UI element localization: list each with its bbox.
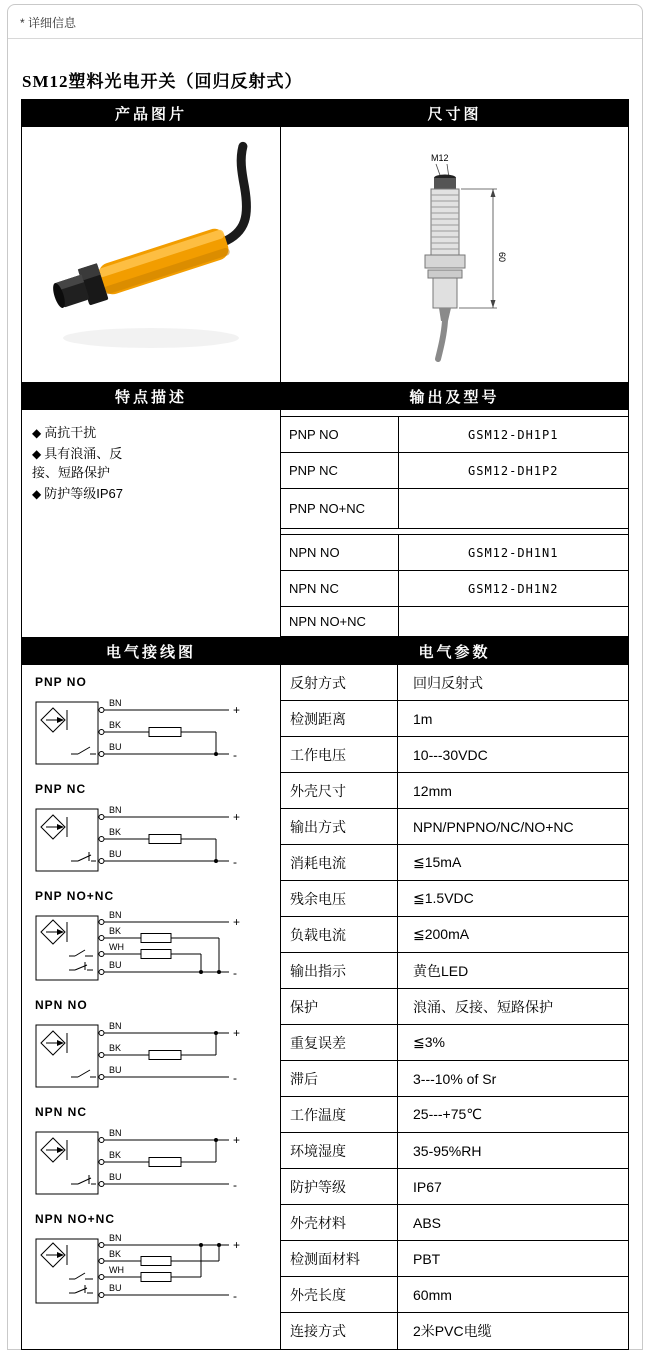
wiring-diagram-drawing: [33, 797, 258, 881]
table-row: [281, 737, 628, 773]
spec-table: [21, 99, 629, 1350]
svg-text:BN: BN: [109, 805, 122, 815]
svg-text:WH: WH: [109, 942, 124, 952]
param-value: ≦15mA: [413, 854, 462, 870]
wiring-diagram-label: PNP NC: [35, 782, 87, 796]
param-value: NPN/PNPNO/NC/NO+NC: [413, 818, 574, 835]
feature-text: 防护等级IP67: [44, 485, 123, 501]
wiring-diagram-pnp-no: [33, 675, 280, 774]
table-row: [281, 535, 628, 571]
svg-text:+: +: [233, 1238, 241, 1252]
param-value: ≦3%: [413, 1034, 445, 1050]
output-model: [398, 489, 628, 529]
param-value: 3---10% of Sr: [413, 1070, 497, 1087]
npn-output-table: [281, 534, 628, 637]
diamond-bullet-icon: ◆: [32, 486, 42, 501]
svg-text:-: -: [233, 1178, 237, 1192]
param-value: PBT: [413, 1250, 441, 1267]
param-value: 25---+75℃: [413, 1106, 483, 1122]
wiring-diagram-npn-nonc: [33, 1212, 280, 1313]
table-row: [281, 665, 628, 701]
svg-text:+: +: [233, 810, 241, 824]
svg-text:-: -: [233, 1071, 237, 1085]
param-value: 浪涌、反接、短路保护: [413, 998, 553, 1015]
param-value: 黄色LED: [413, 962, 469, 979]
feature-text: 高抗干扰: [44, 425, 97, 440]
header-params: 电气参数: [281, 638, 628, 665]
output-model-table: [281, 410, 628, 638]
wiring-diagram-label: PNP NO+NC: [35, 889, 115, 903]
svg-text:BN: BN: [109, 910, 122, 920]
param-name: 滞后: [281, 1061, 398, 1096]
table-row: [281, 489, 628, 529]
wiring-diagram-label: NPN NO+NC: [35, 1212, 116, 1226]
svg-text:BK: BK: [109, 720, 122, 730]
svg-text:+: +: [233, 1026, 241, 1040]
header-features: 特点描述: [22, 383, 281, 410]
svg-text:+: +: [233, 1133, 241, 1147]
header-dimension: 尺寸图: [281, 100, 628, 127]
param-name: 工作温度: [281, 1097, 398, 1132]
svg-text:BN: BN: [109, 1021, 122, 1031]
table-row: [281, 1313, 628, 1349]
svg-text:BN: BN: [109, 1128, 122, 1138]
svg-text:+: +: [233, 915, 241, 929]
svg-text:BK: BK: [109, 1043, 122, 1053]
svg-text:BK: BK: [109, 1150, 122, 1160]
table-row: [281, 1277, 628, 1313]
table-row: [281, 701, 628, 737]
output-model: [398, 607, 628, 637]
svg-text:BU: BU: [109, 960, 122, 970]
feature-item: [32, 485, 270, 504]
param-name: 负载电流: [281, 917, 398, 952]
feature-text: 具有浪涌、反接、短路保护: [32, 445, 123, 480]
svg-text:WH: WH: [109, 1265, 124, 1275]
table-row: [281, 773, 628, 809]
svg-text:+: +: [233, 703, 241, 717]
param-name: 连接方式: [281, 1313, 398, 1349]
output-type: PNP NO+NC: [281, 489, 398, 529]
param-value: 60mm: [413, 1286, 452, 1303]
wiring-diagram-pnp-nonc: [33, 889, 280, 990]
wiring-diagram-label: NPN NO: [35, 998, 88, 1012]
param-name: 重复误差: [281, 1025, 398, 1060]
svg-text:-: -: [233, 855, 237, 869]
table-row: [281, 1205, 628, 1241]
param-name: 外壳尺寸: [281, 773, 398, 808]
svg-text:BN: BN: [109, 698, 122, 708]
output-type: PNP NO: [281, 417, 398, 453]
thread-size-label: M12: [430, 152, 449, 163]
table-row: [281, 1133, 628, 1169]
param-name: 输出指示: [281, 953, 398, 988]
param-name: 防护等级: [281, 1169, 398, 1204]
output-type: NPN NO+NC: [281, 607, 398, 637]
param-value: ≦1.5VDC: [413, 890, 474, 906]
wiring-diagram-npn-nc: [33, 1105, 280, 1204]
svg-text:-: -: [233, 966, 237, 980]
svg-text:-: -: [233, 1289, 237, 1303]
table-row: [281, 1097, 628, 1133]
diamond-bullet-icon: ◆: [32, 426, 42, 440]
page-frame: [7, 4, 643, 1350]
param-name: 外壳长度: [281, 1277, 398, 1312]
param-value: 10---30VDC: [413, 746, 488, 763]
output-model: GSM12-DH1P2: [398, 453, 628, 489]
table-row: [281, 1061, 628, 1097]
param-value: ≦200mA: [413, 926, 470, 942]
header-wiring: 电气接线图: [22, 638, 281, 665]
param-value: 1m: [413, 710, 433, 727]
dimension-drawing-cell: [281, 127, 628, 383]
table-row: [281, 989, 628, 1025]
svg-text:BU: BU: [109, 1283, 122, 1293]
table-row: [281, 1241, 628, 1277]
electrical-params-table: [281, 665, 628, 1349]
header-outputs: 输出及型号: [281, 383, 628, 410]
features-list: [22, 410, 281, 638]
param-rows: [281, 665, 628, 1349]
table-row: [281, 571, 628, 607]
pnp-output-table: [281, 416, 628, 529]
param-name: 输出方式: [281, 809, 398, 844]
wiring-diagram-drawing: [33, 1120, 258, 1204]
details-section-label: * 详细信息: [8, 5, 642, 39]
output-type: PNP NC: [281, 453, 398, 489]
wiring-diagram-drawing: [33, 904, 258, 990]
dimension-drawing: [335, 135, 575, 375]
param-name: 工作电压: [281, 737, 398, 772]
param-name: 保护: [281, 989, 398, 1024]
table-row: [281, 1025, 628, 1061]
table-row: [281, 607, 628, 637]
param-value: 2米PVC电缆: [413, 1323, 492, 1339]
svg-text:BU: BU: [109, 849, 122, 859]
wiring-diagram-drawing: [33, 1013, 258, 1097]
svg-text:BU: BU: [109, 1172, 122, 1182]
table-row: [281, 845, 628, 881]
table-row: [281, 881, 628, 917]
svg-text:BU: BU: [109, 1065, 122, 1075]
product-photo-cell: [22, 127, 281, 383]
svg-text:BK: BK: [109, 926, 122, 936]
output-model: GSM12-DH1P1: [398, 417, 628, 453]
wiring-diagram-pnp-nc: [33, 782, 280, 881]
svg-text:BU: BU: [109, 742, 122, 752]
product-photo-image: [26, 130, 276, 380]
output-type: NPN NC: [281, 571, 398, 607]
svg-text:BK: BK: [109, 1249, 122, 1259]
wiring-diagram-label: NPN NC: [35, 1105, 88, 1119]
table-row: [281, 917, 628, 953]
wiring-diagram-npn-no: [33, 998, 280, 1097]
table-row: [281, 1169, 628, 1205]
feature-item: [32, 445, 126, 483]
param-name: 检测面材料: [281, 1241, 398, 1276]
table-row: [281, 453, 628, 489]
output-model: GSM12-DH1N1: [398, 535, 628, 571]
table-row: [281, 809, 628, 845]
wiring-diagram-drawing: [33, 690, 258, 774]
param-value: 回归反射式: [413, 674, 483, 691]
param-name: 消耗电流: [281, 845, 398, 880]
param-name: 残余电压: [281, 881, 398, 916]
header-product-image: 产品图片: [22, 100, 281, 127]
diamond-bullet-icon: ◆: [32, 446, 42, 461]
length-dimension-label: 60: [496, 251, 507, 262]
output-model: GSM12-DH1N2: [398, 571, 628, 607]
svg-text:BN: BN: [109, 1233, 122, 1243]
svg-text:-: -: [233, 748, 237, 762]
content-area: [8, 39, 642, 1350]
wiring-diagrams: [22, 665, 281, 1349]
svg-text:BK: BK: [109, 827, 122, 837]
param-value: IP67: [413, 1178, 442, 1195]
param-value: 35-95%RH: [413, 1142, 482, 1159]
param-name: 检测距离: [281, 701, 398, 736]
table-row: [281, 417, 628, 453]
param-name: 外壳材料: [281, 1205, 398, 1240]
page-title: SM12塑料光电开关（回归反射式）: [22, 72, 303, 91]
table-row: [281, 953, 628, 989]
output-type: NPN NO: [281, 535, 398, 571]
param-name: 环境湿度: [281, 1133, 398, 1168]
wiring-diagram-label: PNP NO: [35, 675, 87, 689]
param-value: ABS: [413, 1214, 442, 1231]
wiring-diagram-drawing: [33, 1227, 258, 1313]
param-value: 12mm: [413, 782, 452, 799]
param-name: 反射方式: [281, 665, 398, 700]
feature-item: [32, 424, 270, 443]
